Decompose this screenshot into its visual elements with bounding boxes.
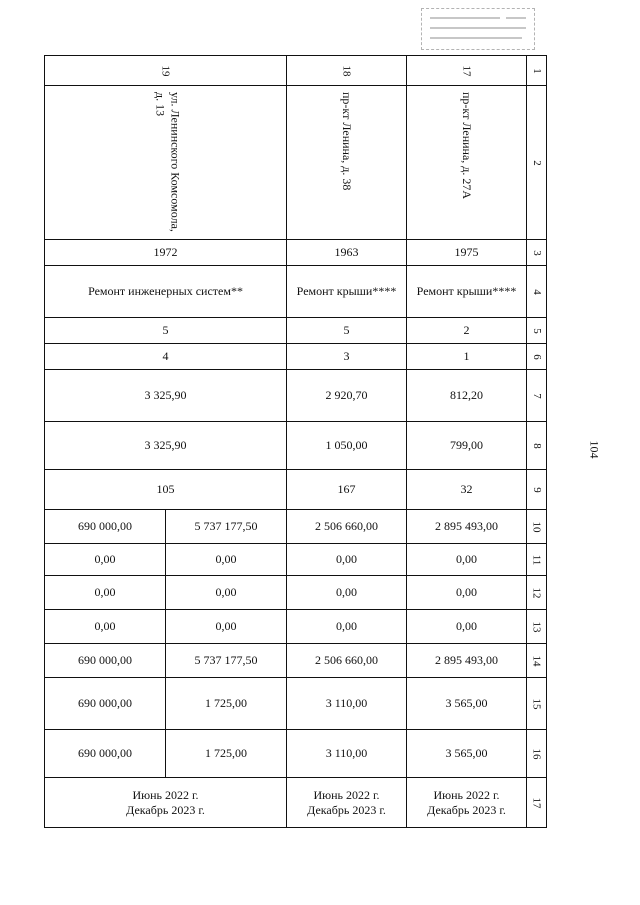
period-start: Июнь 2022 г.	[132, 787, 199, 802]
value-cell: 0,00	[287, 576, 407, 610]
table-row	[45, 544, 547, 576]
value-cell: 4	[45, 344, 287, 370]
value-cell: 5 737 177,50	[166, 510, 287, 544]
value-cell: 0,00	[407, 610, 527, 644]
value-cell: 2 895 493,00	[407, 644, 527, 678]
value-cell: 3 565,00	[407, 730, 527, 778]
value-cell: 690 000,00	[45, 644, 166, 678]
value-cell: 3 110,00	[287, 678, 407, 730]
period-cell	[287, 778, 407, 828]
value-cell: 3 325,90	[45, 422, 287, 470]
table-row	[45, 678, 547, 730]
value-cell: 32	[407, 470, 527, 510]
value-cell: 812,20	[407, 370, 527, 422]
value-cell: 1 050,00	[287, 422, 407, 470]
row-number: 1	[530, 68, 543, 74]
period-end: Декабрь 2023 г.	[427, 802, 506, 817]
work-type-cell: Ремонт крыши****	[287, 266, 407, 318]
housing-repair-table	[44, 55, 547, 828]
value-cell: 3 325,90	[45, 370, 287, 422]
value-cell: 5	[45, 318, 287, 344]
row-number: 13	[530, 621, 543, 633]
value-cell: 0,00	[45, 544, 166, 576]
table-row	[45, 370, 547, 422]
value-cell: 3	[287, 344, 407, 370]
table-row	[45, 610, 547, 644]
table-row	[45, 730, 547, 778]
value-cell: 2	[407, 318, 527, 344]
period-start: Июнь 2022 г.	[313, 787, 380, 802]
value-cell: 1 725,00	[166, 678, 287, 730]
row-number: 8	[530, 443, 543, 449]
value-cell: 5	[287, 318, 407, 344]
year-cell: 1963	[287, 240, 407, 266]
period-start: Июнь 2022 г.	[433, 787, 500, 802]
col-number: 19	[159, 65, 172, 77]
value-cell: 2 506 660,00	[287, 644, 407, 678]
table-row	[45, 86, 547, 240]
row-number: 4	[530, 289, 543, 295]
row-number: 10	[530, 521, 543, 533]
col-number: 17	[460, 65, 473, 77]
value-cell: 0,00	[166, 610, 287, 644]
value-cell: 0,00	[287, 610, 407, 644]
value-cell: 0,00	[407, 576, 527, 610]
year-cell: 1975	[407, 240, 527, 266]
row-number: 11	[530, 554, 543, 566]
value-cell: 0,00	[287, 544, 407, 576]
period-cell	[45, 778, 287, 828]
row-number: 7	[530, 393, 543, 399]
value-cell: 0,00	[407, 544, 527, 576]
value-cell: 1	[407, 344, 527, 370]
row-number: 12	[530, 587, 543, 599]
row-number: 6	[530, 354, 543, 360]
work-type-cell: Ремонт инженерных систем**	[45, 266, 287, 318]
value-cell: 105	[45, 470, 287, 510]
period-end: Декабрь 2023 г.	[307, 802, 386, 817]
value-cell: 0,00	[166, 544, 287, 576]
address-cell: пр-кт Ленина, д. 38	[340, 92, 354, 191]
table-row	[45, 344, 547, 370]
value-cell: 799,00	[407, 422, 527, 470]
table-row	[45, 266, 547, 318]
value-cell: 2 895 493,00	[407, 510, 527, 544]
table-row	[45, 56, 547, 86]
table-row	[45, 644, 547, 678]
value-cell: 5 737 177,50	[166, 644, 287, 678]
value-cell: 3 565,00	[407, 678, 527, 730]
table-row	[45, 422, 547, 470]
value-cell: 167	[287, 470, 407, 510]
value-cell: 1 725,00	[166, 730, 287, 778]
value-cell: 2 920,70	[287, 370, 407, 422]
address-cell: ул. Ленинского Комсомола, д. 13	[153, 92, 183, 232]
row-number: 9	[530, 487, 543, 493]
period-cell	[407, 778, 527, 828]
row-number: 2	[530, 160, 543, 166]
value-cell: 0,00	[166, 576, 287, 610]
table-row	[45, 778, 547, 828]
value-cell: 0,00	[45, 576, 166, 610]
value-cell: 690 000,00	[45, 510, 166, 544]
page-number: 104	[587, 440, 602, 459]
row-number: 5	[530, 328, 543, 334]
row-number: 3	[530, 250, 543, 256]
row-number: 17	[530, 797, 543, 809]
value-cell: 690 000,00	[45, 678, 166, 730]
value-cell: 690 000,00	[45, 730, 166, 778]
value-cell: 0,00	[45, 610, 166, 644]
year-cell: 1972	[45, 240, 287, 266]
table-row	[45, 510, 547, 544]
value-cell: 2 506 660,00	[287, 510, 407, 544]
table-row	[45, 470, 547, 510]
document-stamp	[421, 8, 535, 50]
table-row	[45, 318, 547, 344]
row-number: 16	[530, 748, 543, 760]
period-end: Декабрь 2023 г.	[126, 802, 205, 817]
row-number: 15	[530, 698, 543, 710]
address-cell: пр-кт Ленина, д. 27А	[460, 92, 474, 200]
work-type-cell: Ремонт крыши****	[407, 266, 527, 318]
table-row	[45, 576, 547, 610]
value-cell: 3 110,00	[287, 730, 407, 778]
row-number: 14	[530, 655, 543, 667]
table-row	[45, 240, 547, 266]
col-number: 18	[340, 65, 353, 77]
